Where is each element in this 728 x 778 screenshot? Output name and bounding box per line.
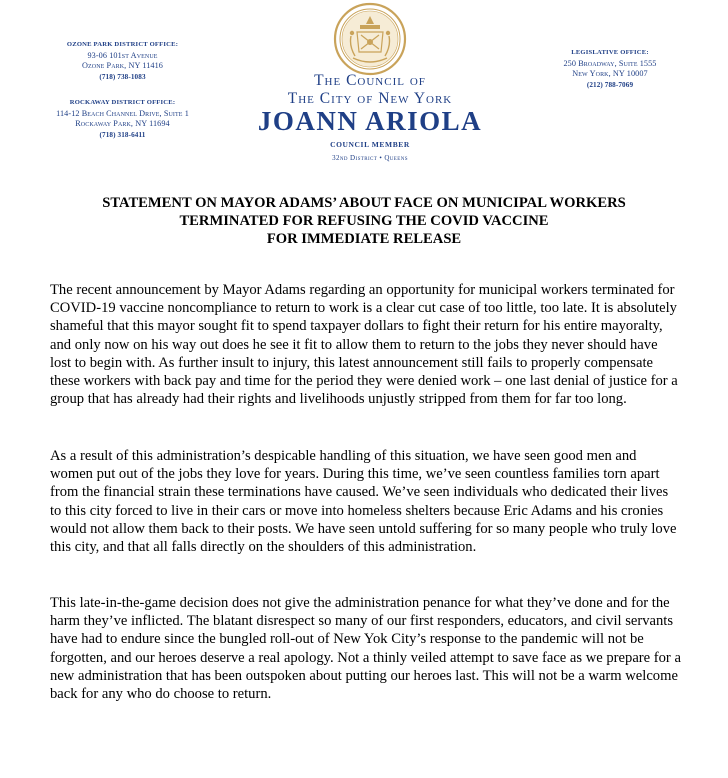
statement-paragraph: This late-in-the-game decision does not give the administration penance for what they’ve done and for the harm they’ve inflicted. The blatant disrespect so many of our first responders, educators, and civil servants have had to endure since the bungled roll-out of New Yok City’s response to the pandemic will not be forgotten, and our heroes deserve a real apology. Not a thinly veiled attempt to save face as we prepare for a new administration that has been outspoken about putting our heroes last. This will not be a warm welcome back for any who do choose to return. <box>50 595 681 703</box>
council-name-line2: The City of New York <box>287 90 453 107</box>
district-label: 32nd District • Queens <box>332 154 408 162</box>
office-address-line: Rockaway Park, NY 11694 <box>75 119 170 128</box>
office-heading: LEGISLATIVE OFFICE: <box>571 49 649 56</box>
rockaway-office <box>45 98 200 140</box>
office-heading: ROCKAWAY DISTRICT OFFICE: <box>69 99 176 106</box>
office-phone: (212) 788-7069 <box>586 80 634 89</box>
ozone-park-office <box>45 40 200 82</box>
title-line: STATEMENT ON MAYOR ADAMS’ ABOUT FACE ON MUNICIPAL WORKERS <box>102 195 626 211</box>
member-title: COUNCIL MEMBER <box>330 140 410 149</box>
statement-title <box>30 194 698 248</box>
office-phone: (718) 318-6411 <box>99 130 146 139</box>
office-address-line: New York, NY 10007 <box>572 69 648 78</box>
legislative-office <box>535 48 685 90</box>
office-address-line: 114-12 Beach Channel Drive, Suite 1 <box>56 108 189 118</box>
city-seal-icon <box>333 2 407 76</box>
office-address-line: 93-06 101st Avenue <box>87 50 158 60</box>
office-phone: (718) 738-1083 <box>99 72 146 81</box>
member-name: JOANN ARIOLA <box>257 106 483 136</box>
office-address-line: 250 Broadway, Suite 1555 <box>563 58 657 68</box>
office-address-line: Ozone Park, NY 11416 <box>81 61 163 70</box>
statement-paragraph: The recent announcement by Mayor Adams regarding an opportunity for municipal workers terminated for COVID-19 vaccine noncompliance to return to work is a clear cut case of too little, too late. It is absolutely shameful that this mayor sought fit to spend taxpayer dollars to fight their return for his entire mayoralty, and only now on his way out does he see it fit to allow them to return to the jobs they never should have lost to begin with. As further insult to injury, this latest announcement still fails to properly compensate these workers with back pay and time for the period they were denied work – one last denial of justice for a group that has already had their rights and livelihoods unjustly stripped from them for far too long. <box>50 282 678 408</box>
office-heading: OZONE PARK DISTRICT OFFICE: <box>66 41 179 48</box>
statement-paragraph: As a result of this administration’s despicable handling of this situation, we have seen good men and women put out of the jobs they love for years. During this time, we’ve seen countless families torn apart from the financial strain these terminations have caused. We’ve seen individuals who dedicated their lives to this city forced to live in their cars or move into homeless shelters because Eric Adams and his cronies would not allow them back to their posts. We have seen untold suffering for so many people who truly love this city, and that all falls directly on the shoulders of this administration. <box>50 448 677 556</box>
release-label: FOR IMMEDIATE RELEASE <box>266 231 462 247</box>
title-line: TERMINATED FOR REFUSING THE COVID VACCINE <box>179 213 549 229</box>
letterhead <box>0 0 728 170</box>
council-name-line1: The Council of <box>314 72 426 89</box>
